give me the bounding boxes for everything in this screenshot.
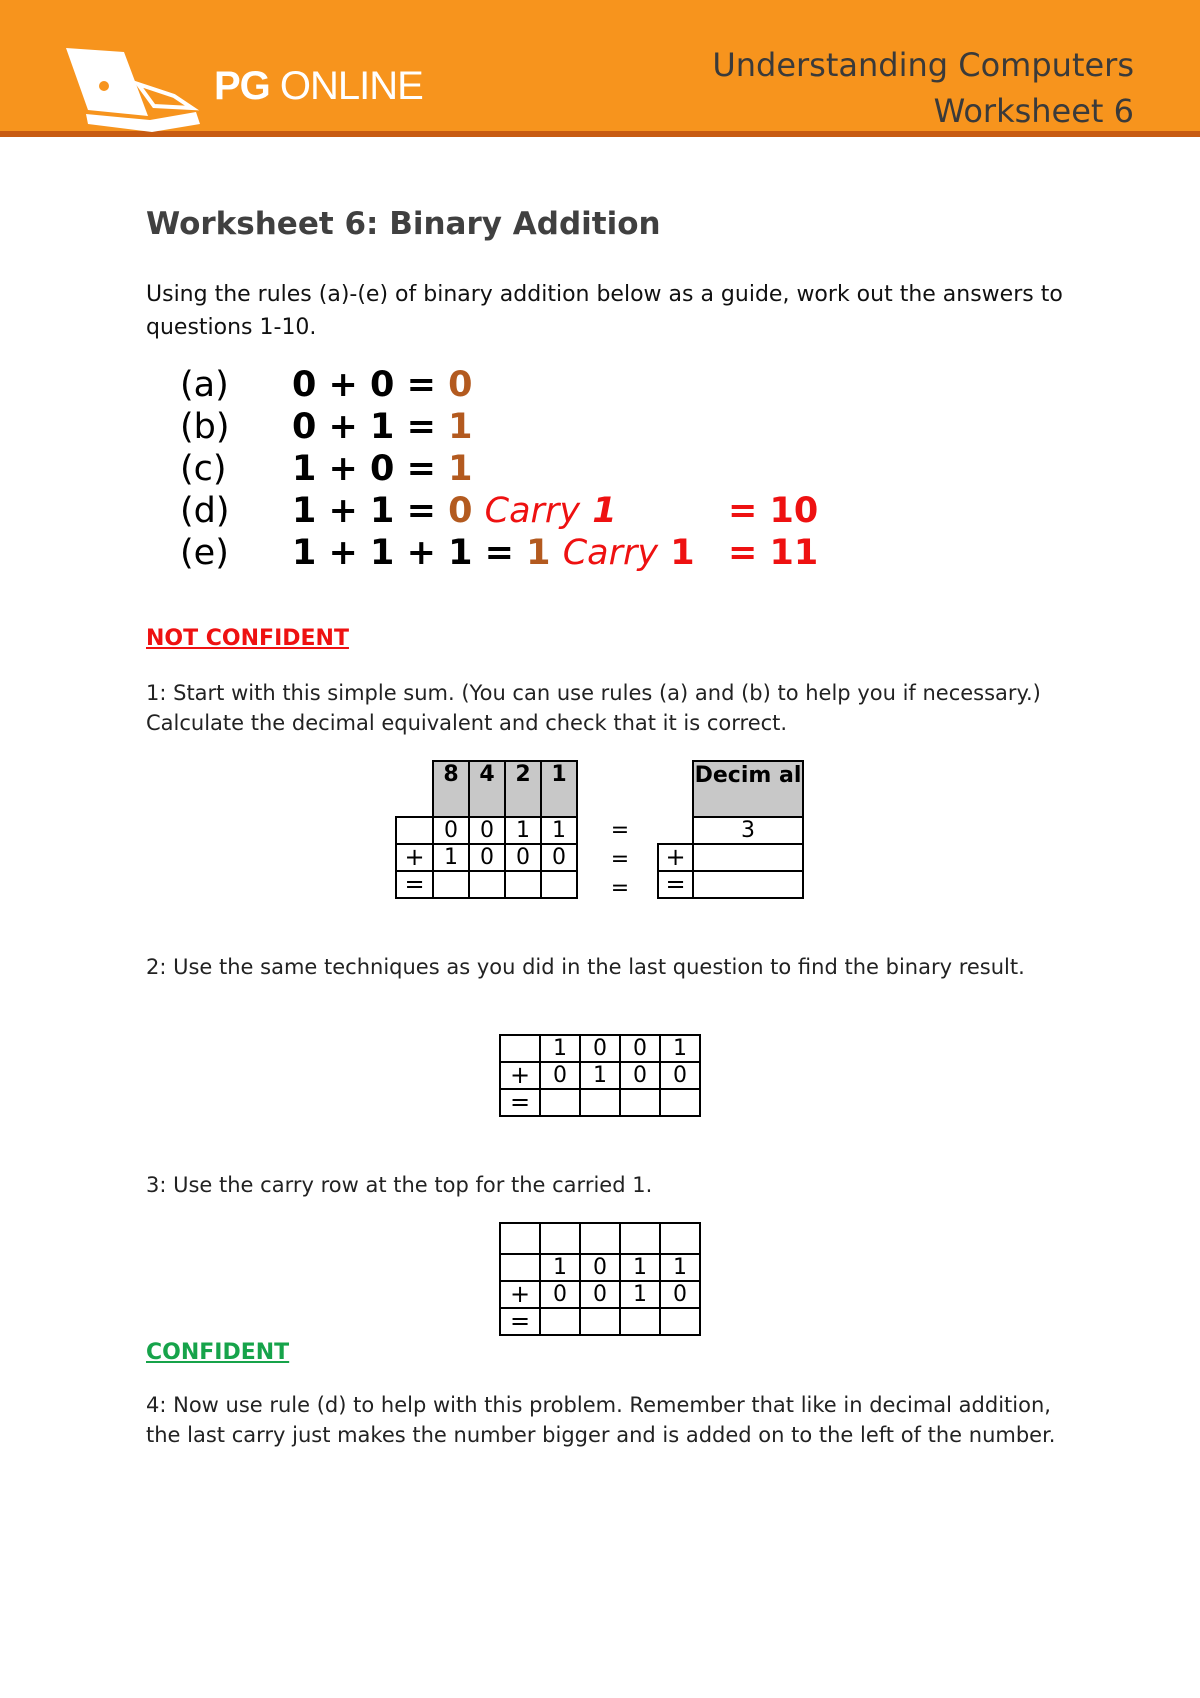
laptop-logo-icon xyxy=(62,44,202,134)
operator-cell xyxy=(396,817,433,844)
equals-cell: = xyxy=(500,1308,540,1335)
carry-cell[interactable] xyxy=(540,1223,580,1254)
digit-cell: 1 xyxy=(620,1254,660,1281)
equals-sign: = xyxy=(610,876,630,901)
answer-cell[interactable] xyxy=(620,1089,660,1116)
q1-binary-grid xyxy=(395,760,578,899)
q3-binary-grid xyxy=(499,1222,701,1336)
place-value-cell: 2 xyxy=(505,761,541,817)
page-title: Worksheet 6: Binary Addition xyxy=(146,206,661,242)
rule-final: = 11 xyxy=(728,533,819,573)
place-value-cell: 4 xyxy=(469,761,505,817)
digit-cell: 0 xyxy=(505,844,541,871)
rule-carry-value: 1 xyxy=(670,533,695,573)
digit-cell: 1 xyxy=(580,1062,620,1089)
digit-cell: 0 xyxy=(580,1035,620,1062)
digit-cell: 0 xyxy=(620,1035,660,1062)
operator-cell xyxy=(500,1254,540,1281)
header-worksheet: Worksheet 6 xyxy=(933,92,1134,130)
digit-cell: 0 xyxy=(469,844,505,871)
rule-final: = 10 xyxy=(728,491,819,531)
rule-carry-text: Carry xyxy=(484,491,581,531)
answer-cell[interactable] xyxy=(541,871,577,898)
plus-cell: + xyxy=(500,1062,540,1089)
plus-cell: + xyxy=(658,844,693,871)
rule-carry-text: Carry xyxy=(562,533,659,573)
digit-cell: 0 xyxy=(433,817,469,844)
rule-lhs: 1 + 1 + 1 = xyxy=(292,533,527,573)
digit-cell: 1 xyxy=(540,1035,580,1062)
operator-cell xyxy=(500,1223,540,1254)
rule-carry-value: 1 xyxy=(592,491,617,531)
answer-cell[interactable] xyxy=(540,1308,580,1335)
confident-heading: CONFIDENT xyxy=(146,1340,290,1365)
rule-result: 1 xyxy=(526,533,551,573)
rule-lhs: 0 + 1 = xyxy=(292,407,449,447)
answer-cell[interactable] xyxy=(660,1089,700,1116)
digit-cell: 1 xyxy=(620,1281,660,1308)
header-band xyxy=(0,0,1200,137)
question-3-text: 3: Use the carry row at the top for the carried 1. xyxy=(146,1173,653,1197)
decimal-value-cell: 3 xyxy=(693,817,803,844)
digit-cell: 0 xyxy=(580,1281,620,1308)
digit-cell: 1 xyxy=(660,1035,700,1062)
rule-result: 1 xyxy=(448,407,473,447)
digit-cell: 0 xyxy=(660,1281,700,1308)
digit-cell: 1 xyxy=(660,1254,700,1281)
equals-cell: = xyxy=(658,871,693,898)
answer-cell[interactable] xyxy=(620,1308,660,1335)
answer-cell[interactable] xyxy=(433,871,469,898)
equals-sign: = xyxy=(610,818,630,843)
digit-cell: 1 xyxy=(541,817,577,844)
rule-lhs: 1 + 1 = xyxy=(292,491,449,531)
plus-cell: + xyxy=(396,844,433,871)
carry-cell[interactable] xyxy=(660,1223,700,1254)
rule-label: (a) xyxy=(180,365,229,405)
header-title xyxy=(712,42,1134,134)
plus-cell: + xyxy=(500,1281,540,1308)
q1-decimal-grid xyxy=(657,760,804,899)
rule-result: 1 xyxy=(448,449,473,489)
rule-label: (e) xyxy=(180,533,229,573)
rule-label: (d) xyxy=(180,491,230,531)
digit-cell: 1 xyxy=(433,844,469,871)
not-confident-heading: NOT CONFIDENT xyxy=(146,626,349,651)
rule-label: (c) xyxy=(180,449,227,489)
answer-cell[interactable] xyxy=(469,871,505,898)
intro-text: Using the rules (a)-(e) of binary addition below as a guide, work out the answers to questions 1-10. xyxy=(146,282,1063,340)
answer-cell[interactable] xyxy=(580,1089,620,1116)
header-subject: Understanding Computers xyxy=(712,46,1134,84)
digit-cell: 0 xyxy=(469,817,505,844)
place-value-cell: 1 xyxy=(541,761,577,817)
digit-cell: 0 xyxy=(541,844,577,871)
digit-cell: 1 xyxy=(540,1254,580,1281)
rule-result: 0 xyxy=(448,365,473,405)
answer-cell[interactable] xyxy=(660,1308,700,1335)
answer-cell[interactable] xyxy=(505,871,541,898)
equals-sign: = xyxy=(610,847,630,872)
decimal-answer-cell[interactable] xyxy=(693,844,803,871)
digit-cell: 0 xyxy=(540,1281,580,1308)
carry-cell[interactable] xyxy=(580,1223,620,1254)
digit-cell: 0 xyxy=(580,1254,620,1281)
answer-cell[interactable] xyxy=(540,1089,580,1116)
decimal-header: Decim al xyxy=(693,761,803,817)
carry-cell[interactable] xyxy=(620,1223,660,1254)
question-1-text: 1: Start with this simple sum. (You can use rules (a) and (b) to help you if necessary.) Calculate the decimal equivalent and check that it is correct. xyxy=(146,681,1041,735)
rule-lhs: 1 + 0 = xyxy=(292,449,449,489)
digit-cell: 1 xyxy=(505,817,541,844)
decimal-answer-cell[interactable] xyxy=(693,871,803,898)
equals-cell: = xyxy=(500,1089,540,1116)
answer-cell[interactable] xyxy=(580,1308,620,1335)
question-2-text: 2: Use the same techniques as you did in the last question to find the binary result. xyxy=(146,955,1025,979)
equals-cell: = xyxy=(396,871,433,898)
rule-result: 0 xyxy=(448,491,473,531)
digit-cell: 0 xyxy=(540,1062,580,1089)
brand-logo-text: PG ONLINE xyxy=(214,64,423,108)
rule-label: (b) xyxy=(180,407,230,447)
question-4-text: 4: Now use rule (d) to help with this problem. Remember that like in decimal addition, the last carry just makes the number bigger and is added on to the left of the number. xyxy=(146,1393,1056,1447)
digit-cell: 0 xyxy=(620,1062,660,1089)
rule-lhs: 0 + 0 = xyxy=(292,365,449,405)
operator-cell xyxy=(500,1035,540,1062)
place-value-cell: 8 xyxy=(433,761,469,817)
digit-cell: 0 xyxy=(660,1062,700,1089)
q2-binary-grid xyxy=(499,1034,701,1117)
